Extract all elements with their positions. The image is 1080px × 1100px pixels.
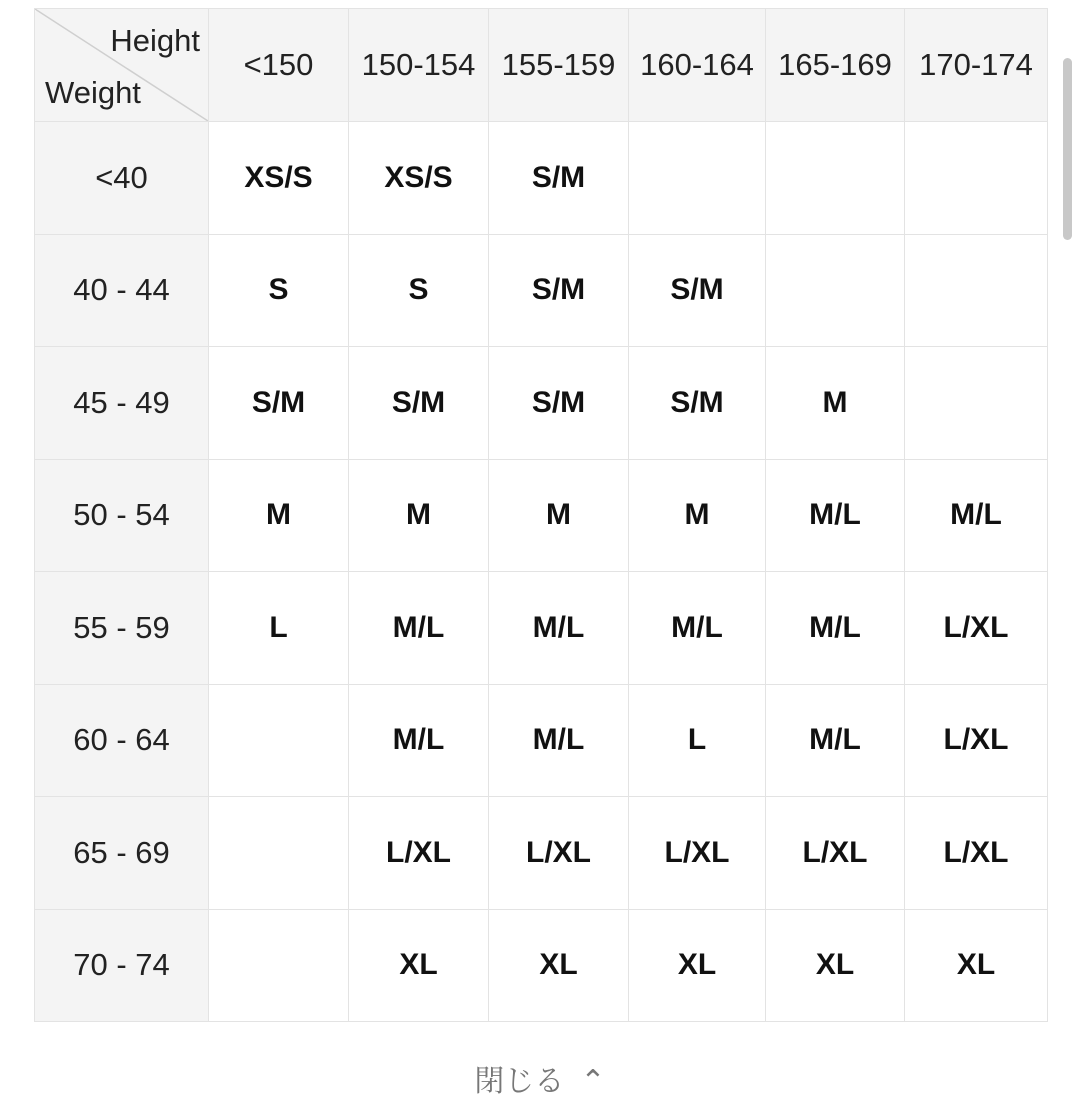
size-cell: XS/S — [209, 122, 349, 235]
size-cell: XL — [766, 909, 905, 1022]
size-cell: M — [489, 459, 629, 572]
size-cell: L/XL — [766, 797, 905, 910]
size-cell: M/L — [349, 572, 489, 685]
height-axis-label: Height — [110, 23, 200, 58]
size-cell: M/L — [766, 572, 905, 685]
size-cell — [766, 122, 905, 235]
table-row — [35, 572, 1048, 685]
corner-header-cell — [35, 9, 209, 122]
size-cell: S/M — [209, 347, 349, 460]
size-cell: L/XL — [349, 797, 489, 910]
chevron-up-icon: ⌃ — [580, 1065, 606, 1098]
size-cell: L/XL — [489, 797, 629, 910]
size-cell: M/L — [766, 459, 905, 572]
weight-header: <40 — [35, 122, 209, 235]
height-header-3: 160-164 — [629, 9, 766, 122]
table-row — [35, 909, 1048, 1022]
size-cell: S — [209, 234, 349, 347]
size-cell: S/M — [349, 347, 489, 460]
size-cell — [905, 347, 1048, 460]
size-cell: S — [349, 234, 489, 347]
size-cell: M/L — [489, 572, 629, 685]
weight-header: 65 - 69 — [35, 797, 209, 910]
size-cell — [209, 684, 349, 797]
size-cell: M — [349, 459, 489, 572]
close-button[interactable] — [0, 1056, 1080, 1100]
height-header-5: 170-174 — [905, 9, 1048, 122]
vertical-scrollbar-thumb[interactable] — [1063, 58, 1072, 240]
weight-header: 50 - 54 — [35, 459, 209, 572]
close-label: 閉じる — [474, 1065, 565, 1098]
weight-header: 70 - 74 — [35, 909, 209, 1022]
weight-header: 40 - 44 — [35, 234, 209, 347]
size-cell: L — [209, 572, 349, 685]
weight-header: 45 - 49 — [35, 347, 209, 460]
table-row — [35, 234, 1048, 347]
table-row — [35, 347, 1048, 460]
size-cell: XL — [905, 909, 1048, 1022]
table-row — [35, 797, 1048, 910]
size-cell: M — [766, 347, 905, 460]
size-chart-table — [34, 8, 1048, 1022]
size-chart-body — [35, 122, 1048, 1022]
size-cell: L — [629, 684, 766, 797]
height-header-row — [35, 9, 1048, 122]
size-cell: XS/S — [349, 122, 489, 235]
size-cell: M — [629, 459, 766, 572]
size-cell: L/XL — [905, 797, 1048, 910]
size-cell: S/M — [629, 347, 766, 460]
size-cell: S/M — [489, 122, 629, 235]
size-cell: XL — [349, 909, 489, 1022]
height-header-0: <150 — [209, 9, 349, 122]
size-cell — [629, 122, 766, 235]
size-cell: XL — [489, 909, 629, 1022]
size-cell: M/L — [905, 459, 1048, 572]
size-cell: L/XL — [629, 797, 766, 910]
size-cell: S/M — [489, 347, 629, 460]
size-cell: L/XL — [905, 684, 1048, 797]
height-header-4: 165-169 — [766, 9, 905, 122]
size-cell — [905, 234, 1048, 347]
size-cell: L/XL — [905, 572, 1048, 685]
size-cell — [209, 797, 349, 910]
weight-header: 55 - 59 — [35, 572, 209, 685]
height-header-2: 155-159 — [489, 9, 629, 122]
size-cell — [766, 234, 905, 347]
table-row — [35, 122, 1048, 235]
size-cell — [905, 122, 1048, 235]
size-cell: M/L — [629, 572, 766, 685]
size-cell: S/M — [489, 234, 629, 347]
size-cell: M/L — [489, 684, 629, 797]
size-cell: M/L — [349, 684, 489, 797]
size-cell: M/L — [766, 684, 905, 797]
table-row — [35, 459, 1048, 572]
size-cell: M — [209, 459, 349, 572]
size-cell: XL — [629, 909, 766, 1022]
size-cell: S/M — [629, 234, 766, 347]
size-cell — [209, 909, 349, 1022]
weight-axis-label: Weight — [45, 75, 141, 110]
table-row — [35, 684, 1048, 797]
height-header-1: 150-154 — [349, 9, 489, 122]
weight-header: 60 - 64 — [35, 684, 209, 797]
size-chart-panel — [34, 8, 1047, 1022]
